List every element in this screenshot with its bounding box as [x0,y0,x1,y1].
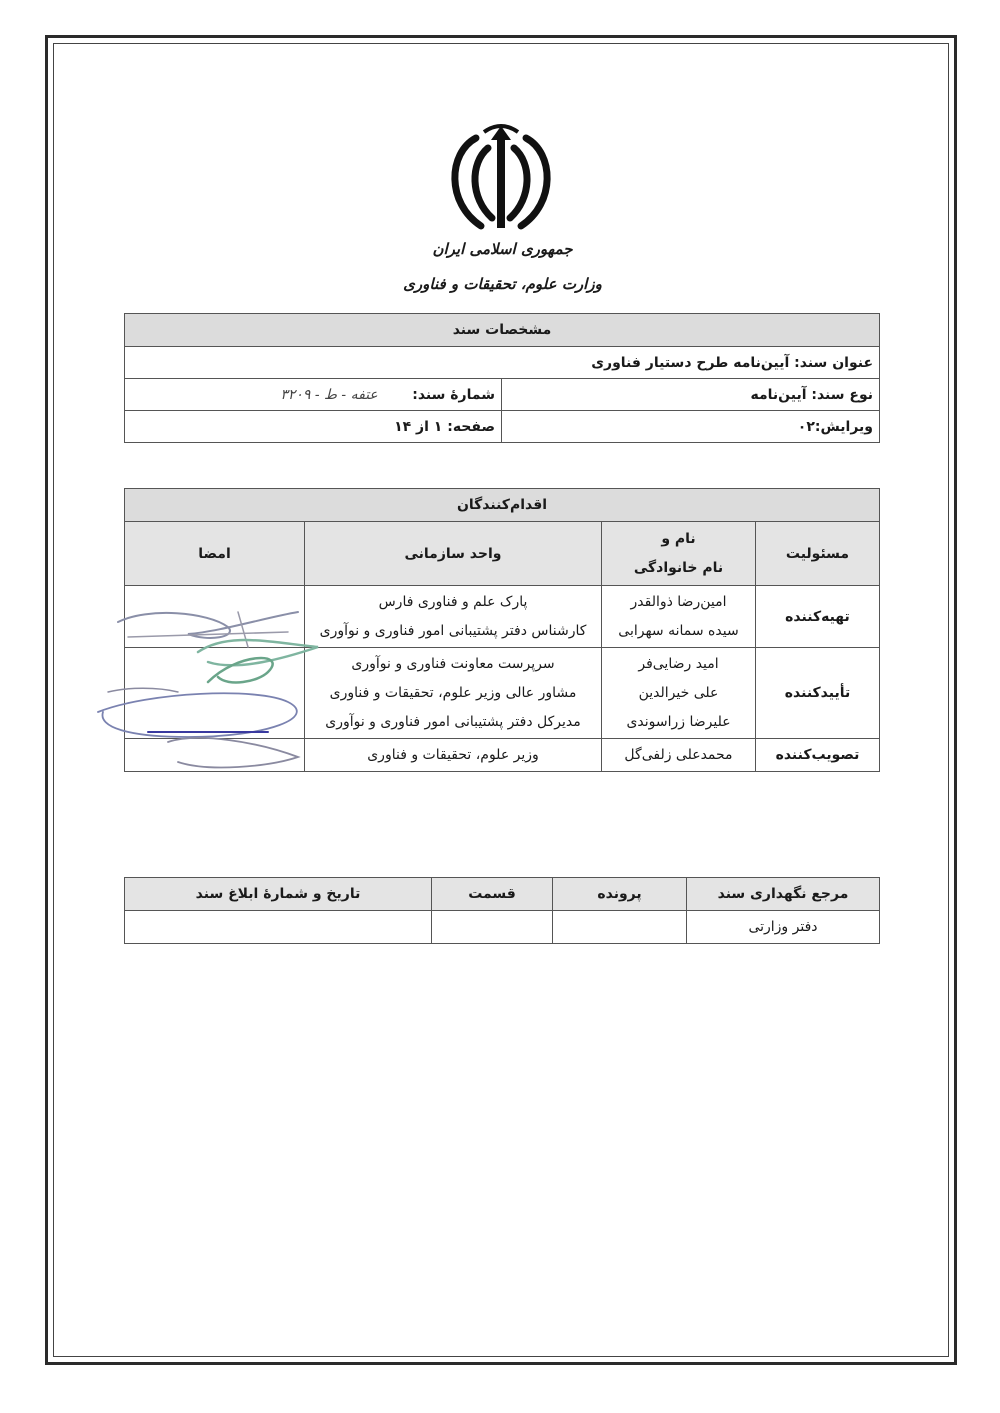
document-spec-table [124,313,880,443]
table-row [125,739,880,772]
ministry-name: وزارت علوم، تحقیقات و فناوری [403,275,602,293]
col-name [602,522,756,586]
col-name-line2: نام خانوادگی [633,559,724,576]
actor-name: امین‌رضا ذوالقدر [630,593,727,610]
col-signature: امضا [125,522,305,586]
role-cell: تأییدکننده [756,648,880,739]
units-cell [305,586,602,648]
role-cell: تهیه‌کننده [756,586,880,648]
doc-number-label: شمارهٔ سند: [412,386,496,403]
names-cell [602,739,756,772]
names-cell [602,586,756,648]
doc-title-label: عنوان سند: [794,354,874,371]
actor-name: امید رضایی‌فر [638,655,719,672]
revision-value: ۰۲ [797,418,815,435]
republic-name: جمهوری اسلامی ایران [432,240,573,258]
units-cell [305,739,602,772]
signature-cell [125,648,305,739]
archive-ref-value: دفتر وزارتی [687,911,880,944]
col-name-line1: نام و [661,530,696,547]
signature-cell [125,739,305,772]
page-label: صفحه: [447,418,496,435]
actor-name: علی خیرالدین [638,684,719,701]
table-row [125,911,880,944]
actor-unit: کارشناس دفتر پشتیبانی امور فناوری و نوآوری [319,622,587,639]
names-cell [602,648,756,739]
doc-type-cell [502,379,880,411]
section-value [432,911,553,944]
doc-type-value: آیین‌نامه [750,386,807,403]
doc-type-label: نوع سند: [811,386,874,403]
doc-title-value: آیین‌نامه طرح دستیار فناوری [591,354,790,371]
actor-unit: مدیرکل دفتر پشتیبانی امور فناوری و نوآوری [325,713,581,730]
role-cell: تصویب‌کننده [756,739,880,772]
units-cell [305,648,602,739]
actor-name: محمدعلی زلفی‌گل [624,747,733,763]
page-cell [125,411,502,443]
actors-title: اقدام‌کنندگان [125,489,880,522]
file-value [553,911,687,944]
actor-name: علیرضا زراسوندی [626,713,731,730]
revision-label: ویرایش: [814,418,874,435]
date-value [125,911,432,944]
archive-table [124,877,880,944]
col-archive-ref: مرجع نگهداری سند [687,878,880,911]
table-row [125,586,880,648]
col-unit: واحد سازمانی [305,522,602,586]
col-notification-date: تاریخ و شمارهٔ ابلاغ سند [125,878,432,911]
document-spec-title: مشخصات سند [125,314,880,347]
table-row [125,648,880,739]
doc-number-cell [125,379,502,411]
col-responsibility: مسئولیت [756,522,880,586]
signature-cell [125,586,305,648]
col-file: پرونده [553,878,687,911]
col-section: قسمت [432,878,553,911]
doc-title-cell [125,347,880,379]
actor-unit: سرپرست معاونت فناوری و نوآوری [351,655,555,672]
actor-unit: پارک علم و فناوری فارس [378,593,528,610]
actor-name: سیده سمانه سهرابی [618,622,739,639]
actors-table [124,488,880,772]
actor-unit: مشاور عالی وزیر علوم، تحقیقات و فناوری [329,684,577,701]
iran-emblem-icon [436,118,566,238]
doc-number-value: عتفه - ط - ۳۲۰۹ [280,386,378,403]
page-value: ۱ از ۱۴ [394,418,443,435]
actor-unit: وزیر علوم، تحقیقات و فناوری [367,747,539,763]
revision-cell [502,411,880,443]
